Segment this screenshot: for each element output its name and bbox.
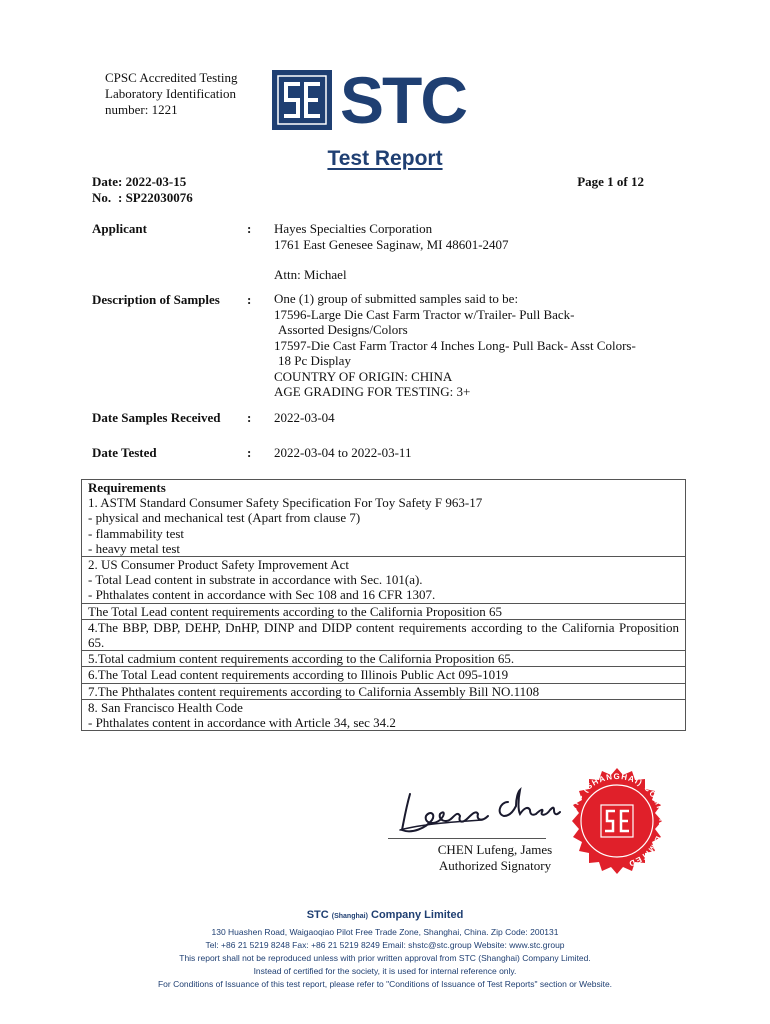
footer-company-suffix: Company Limited [371, 909, 464, 921]
requirement-line: 8. San Francisco Health Code [82, 699, 685, 715]
date-received-value: 2022-03-04 [274, 410, 335, 425]
description-line: One (1) group of submitted samples said to be: [274, 291, 519, 306]
page-number: Page 1 of 12 [577, 174, 644, 189]
footer-company-sub: (Shanghai) [331, 913, 368, 920]
requirement-line: - Phthalates content in accordance with Sec 108 and 16 CFR 1307. [88, 587, 436, 603]
date-tested-value: 2022-03-04 to 2022-03-11 [274, 445, 412, 460]
field-colon: : [247, 445, 252, 460]
requirement-line: 1. ASTM Standard Consumer Safety Specification For Toy Safety F 963-17 [88, 495, 483, 511]
footer-company [0, 908, 770, 924]
requirement-line: 4.The BBP, DBP, DEHP, DnHP, DINP and DIDP content requirements according to the California Proposition 65. [82, 619, 685, 650]
description-line: AGE GRADING FOR TESTING: 3+ [274, 384, 471, 399]
applicant-label: Applicant [92, 221, 147, 236]
description-line: 17597-Die Cast Farm Tractor 4 Inches Long- Pull Back- Asst Colors- [274, 337, 636, 353]
description-line: 17596-Large Die Cast Farm Tractor w/Trailer- Pull Back- [274, 306, 575, 322]
requirement-line: The Total Lead content requirements according to the California Proposition 65 [82, 603, 685, 619]
field-colon: : [247, 221, 252, 236]
lab-id-line: number: 1221 [105, 102, 178, 117]
requirements-heading: Requirements [88, 480, 166, 495]
requirement-line: 2. US Consumer Product Safety Improvement Act [82, 556, 685, 572]
description-value [274, 291, 694, 400]
requirement-line: - physical and mechanical test (Apart from clause 7) [88, 510, 361, 526]
number-value: : SP22030076 [118, 190, 193, 205]
report-title [0, 147, 770, 171]
stc-logo [272, 63, 504, 137]
requirements-box [81, 479, 686, 731]
date-value: : 2022-03-15 [118, 174, 187, 189]
footer-notice: This report shall not be reproduced unless with prior written approval from STC (Shanghai) Company Limited. [179, 953, 591, 963]
applicant-line: 1761 East Genesee Saginaw, MI 48601-2407 [274, 236, 509, 252]
company-seal [562, 766, 672, 876]
requirement-line: 5.Total cadmium content requirements according to the California Proposition 65. [82, 650, 685, 666]
date-received-label: Date Samples Received [92, 410, 221, 425]
requirement-line: 6.The Total Lead content requirements according to Illinois Public Act 095-1019 [82, 666, 685, 682]
requirement-line: 7.The Phthalates content requirements according to California Assembly Bill NO.1108 [82, 683, 685, 699]
date-tested-label: Date Tested [92, 445, 157, 460]
requirement-line: - flammability test [88, 525, 185, 541]
footer [0, 908, 770, 991]
report-meta [92, 174, 193, 206]
description-line: COUNTRY OF ORIGIN: CHINA [274, 368, 453, 384]
number-label: No. [92, 190, 112, 205]
stc-logo-mark [272, 70, 332, 130]
applicant-value [274, 221, 694, 283]
description-line: Assorted Designs/Colors [278, 322, 408, 337]
footer-notice: Instead of certified for the society, it is used for internal reference only. [253, 966, 517, 976]
requirement-line: - heavy metal test [88, 540, 181, 556]
stc-logo-text: STC [340, 63, 466, 137]
svg-text:STC (SHANGHAI) COMPANY LIMITED: STC (SHANGHAI) COMPANY LIMITED [568, 771, 667, 869]
requirement-line: - Phthalates content in accordance with Article 34, sec 34.2 [88, 715, 396, 731]
requirement-line: - Total Lead content in substrate in accordance with Sec. 101(a). [88, 572, 423, 588]
footer-notice: For Conditions of Issuance of this test report, please refer to "Conditions of Issuance of Test Reports" section or Website. [157, 979, 613, 989]
lab-id-line: Laboratory Identification [105, 86, 237, 101]
footer-company-prefix: STC [306, 909, 329, 921]
applicant-line: Hayes Specialties Corporation [274, 221, 433, 236]
description-label: Description of Samples [92, 292, 220, 307]
signatory-title: Authorized Signatory [438, 858, 552, 873]
lab-id-line: CPSC Accredited Testing [105, 70, 238, 85]
field-colon: : [247, 410, 252, 425]
footer-contact: Tel: +86 21 5219 8248 Fax: +86 21 5219 8249 Email: shstc@stc.group Website: www.stc.group [205, 940, 565, 950]
handwritten-signature [392, 780, 562, 840]
report-title-text: Test Report [327, 147, 443, 170]
date-label: Date [92, 174, 118, 189]
signatory-name: CHEN Lufeng, James [437, 842, 553, 857]
lab-identification [105, 70, 265, 118]
field-colon: : [247, 292, 252, 307]
footer-address: 130 Huashen Road, Waigaoqiao Pilot Free Trade Zone, Shanghai, China. Zip Code: 200131 [211, 927, 559, 937]
signature-line [388, 838, 546, 839]
applicant-attn: Attn: Michael [274, 267, 347, 282]
signatory-block [420, 842, 570, 874]
description-line: 18 Pc Display [278, 353, 351, 368]
